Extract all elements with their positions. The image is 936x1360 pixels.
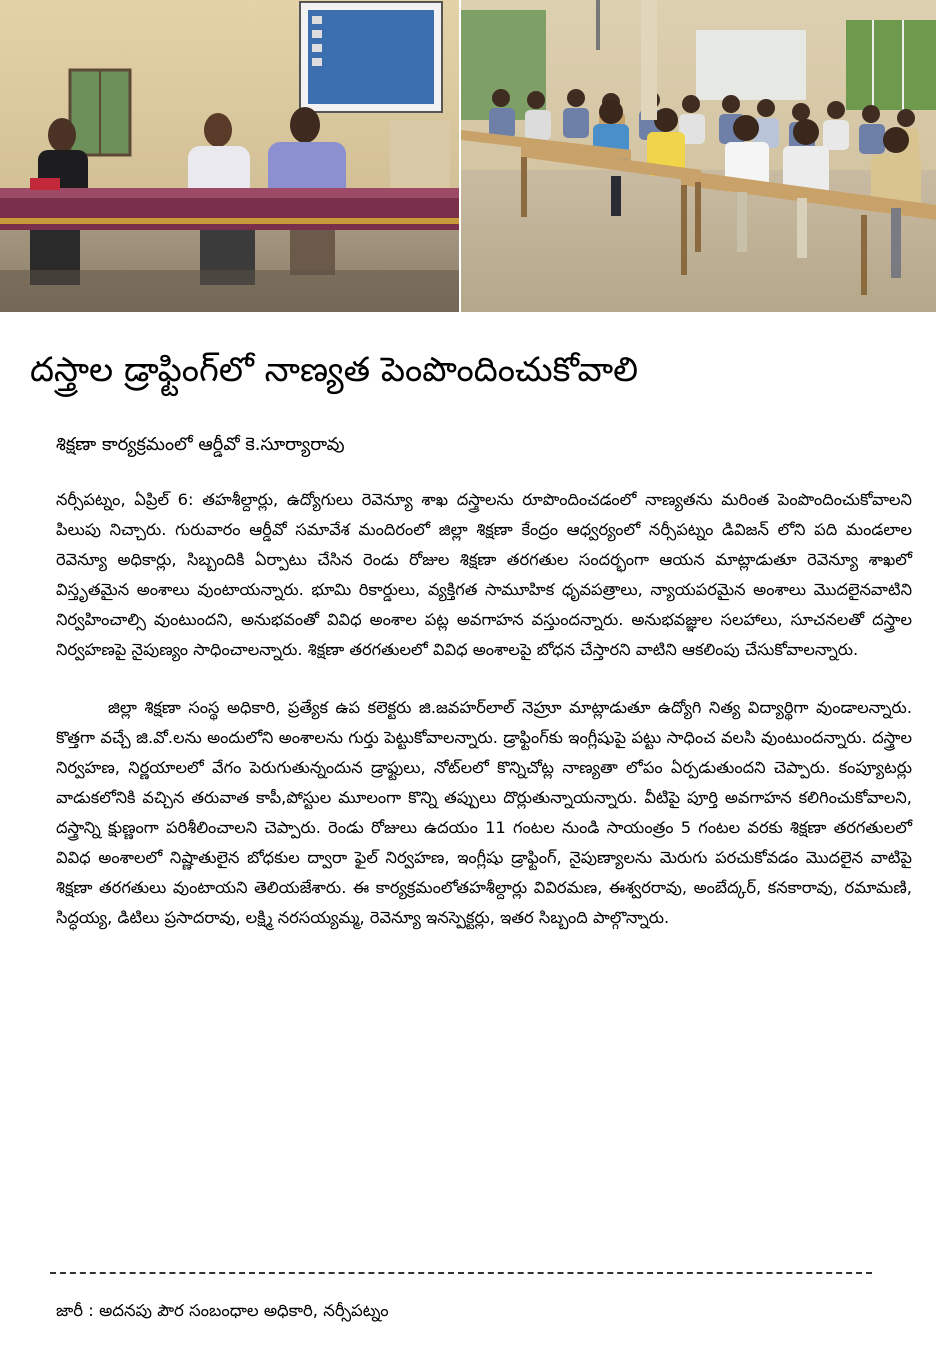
photo-strip — [0, 0, 936, 312]
photo-officials-stage — [0, 0, 459, 312]
paragraph-2: జిల్లా శిక్షణా సంస్థ అధికారి, ప్రత్యేక ఉప కలెక్టరు జి.జవహర్‌లాల్ నెహ్రూ మాట్లాడుతూ ఉద్యోగి నిత్య విద్యార్థిగా వుండాలన్నారు. కొత్తగా వచ్చే జి.వో.లను అందులోని అంశాలను గుర్తు పెట్టుకోవాలన్నారు. డ్రాఫ్టింగ్‌కు ఇంగ్లీషుపై పట్టు సాధించ వలసి వుంటుందన్నారు. దస్త్రాల నిర్వహణ, నిర్ణయాలలో వేగం పెరుగుతున్నందున డ్రాఫ్టులు, నోట్‌లలో కొన్నిచోట్ల నాణ్యతా లోపం ఏర్పడుతుందని చెప్పారు. కంప్యూటర్లు వాడుకలోనికి వచ్చిన తరువాత కాపీ,పోస్టుల మూలంగా కొన్ని తప్పులు దొర్లుతున్నాయన్నారు. వీటిపై పూర్తి అవగాహన కలిగించుకోవాలని, దస్త్రాన్ని క్షుణ్ణంగా పరిశీలించాలని చెప్పారు. రెండు రోజులు ఉదయం 11 గంటల నుండి సాయంత్రం 5 గంటల వరకు శిక్షణా తరగతులలో వివిధ అంశాలలో నిష్ణాతులైన బోధకుల ద్వారా ఫైల్ నిర్వహణ, ఇంగ్లీషు డ్రాఫ్టింగ్, నైపుణ్యాలను మెరుగు పరచుకోవడం మొదలైన వాటిపై శిక్షణా తరగతులు వుంటాయని తెలియజేశారు. ఈ కార్యక్రమంలోతహశీల్దార్లు వివిరమణ, ఈశ్వరరావు, అంబేద్కర్, కనకారావు, రమామణి, సిద్ధయ్య, డిటిలు ప్రసాదరావు, లక్ష్మి నరసయ్యమ్మ, రెవెన్యూ ఇనస్పెక్టర్లు, ఇతర సిబ్బంది పాల్గొన్నారు. — [56, 698, 912, 927]
photo-classroom-audience — [459, 0, 936, 312]
article-body — [56, 485, 912, 933]
dashed-divider — [50, 1272, 872, 1274]
paragraph-1: నర్సీపట్నం, ఏప్రిల్ 6: తహశీల్దార్లు, ఉద్యోగులు రెవెన్యూ శాఖ దస్త్రాలను రూపొందించడంలో నాణ్యతను మరింత పెంపొందించుకోవాలని పిలుపు నిచ్చారు. గురువారం ఆర్డీవో సమావేశ మందిరంలో జిల్లా శిక్షణా కేంద్రం ఆధ్వర్యంలో నర్సీపట్నం డివిజన్ లోని పది మండలాల రెవెన్యూ అధికార్లు, సిబ్బందికి ఏర్పాటు చేసిన రెండు రోజుల శిక్షణా తరగతుల సందర్భంగా ఆయన మాట్లాడుతూ రెవెన్యూ శాఖలో విస్తృతమైన అంశాలు వుంటాయన్నారు. భూమి రికార్డులు, వ్యక్తిగత సామూహిక ధృవపత్రాలు, న్యాయపరమైన అంశాలు మొదలైనవాటిని నిర్వహించాల్సి వుంటుందని, అనుభవంతో వివిధ అంశాల పట్ల అవగాహన వస్తుందన్నారు. అనుభవజ్ఞుల సలహాలు, సూచనలతో దస్త్రాల నిర్వహణపై నైపుణ్యం సాధించాలన్నారు. శిక్షణా తరగతులలో వివిధ అంశాలపై బోధన చేస్తారని వాటిని ఆకలింపు చేసుకోవాలన్నారు. — [56, 490, 912, 659]
headline: దస్త్రాల డ్రాఫ్టింగ్‌లో నాణ్యత పెంపొందించుకోవాలి — [30, 350, 639, 390]
subheadline: శిక్షణా కార్యక్రమంలో ఆర్డీవో కె.సూర్యారావు — [56, 434, 345, 455]
issuer-footer: జారీ : అదనపు పౌర సంబంధాల అధికారి, నర్సీపట్నం — [56, 1301, 389, 1320]
